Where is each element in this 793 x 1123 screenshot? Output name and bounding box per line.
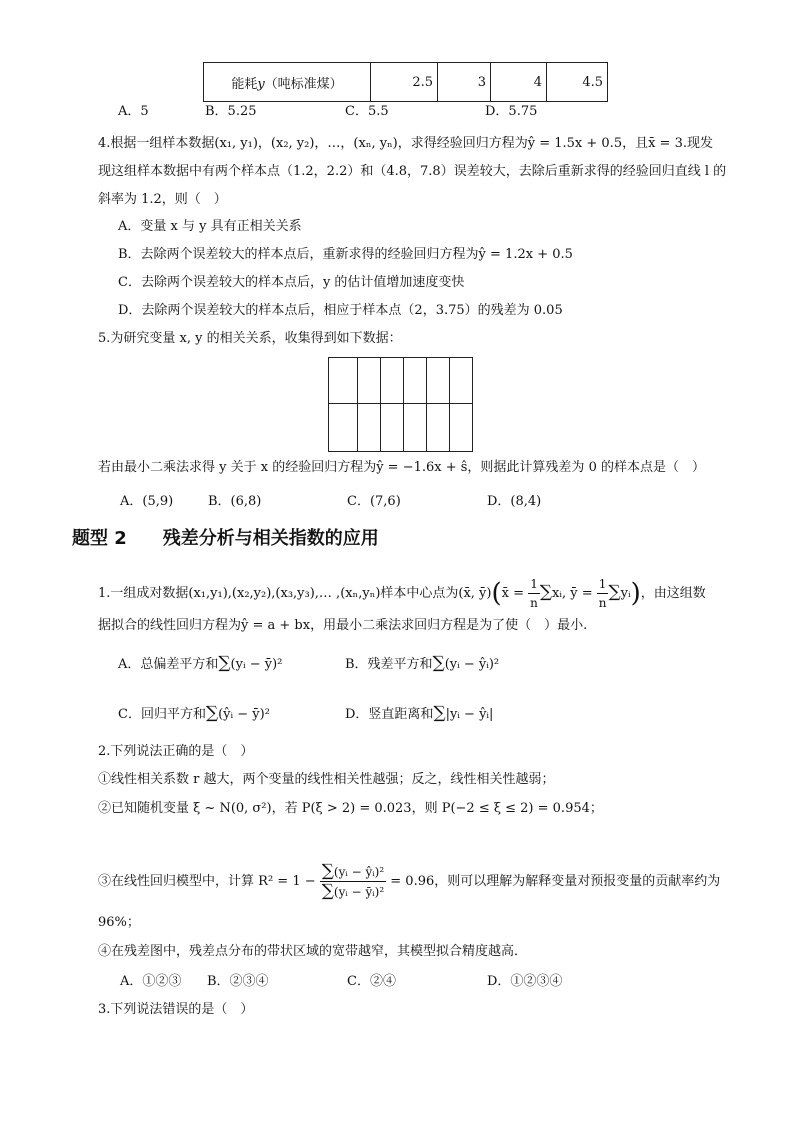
option-a: A．(5,9) <box>120 494 174 509</box>
energy-table <box>203 62 608 102</box>
option-b: B．(6,8) <box>208 494 262 509</box>
option-b-label: B．残差平方和 <box>345 657 433 672</box>
option-d-label: D．竖直距离和 <box>345 707 434 722</box>
question-4-line-2: 现这组样本数据中有两个样本点（1.2，2.2）和（4.8，7.8）误差较大，去除后重新求得的经验回归直线 l 的 <box>98 164 727 179</box>
table-cell <box>329 358 358 404</box>
s2-question-2-stem: 2.下列说法正确的是（ ） <box>98 744 254 759</box>
option-a: A．5 <box>118 104 149 119</box>
table-row <box>329 404 473 452</box>
table-row-label: 能耗𝑦（吨标准煤） <box>204 63 371 102</box>
table-cell: 3 <box>438 63 491 102</box>
table-cell <box>358 358 381 404</box>
option-d: D．(8,4) <box>487 494 542 509</box>
option-a: A．总偏差平方和∑(yᵢ − ȳ)² <box>118 653 283 673</box>
table-cell <box>450 404 473 452</box>
option-b: B．残差平方和∑(yᵢ − ŷᵢ)² <box>345 653 500 673</box>
option-d: D．竖直距离和∑|yᵢ − ŷᵢ| <box>345 703 494 723</box>
table-cell <box>427 404 450 452</box>
s2-question-1-line-1 <box>98 575 706 612</box>
table-cell: 2.5 <box>371 63 438 102</box>
table-cell <box>427 358 450 404</box>
statement-3-text-a: ③在线性回归模型中，计算 <box>98 874 255 889</box>
table-row <box>329 358 473 404</box>
option-c: C．回归平方和∑(ŷᵢ − ȳ)² <box>118 703 270 723</box>
option-c: C．②④ <box>347 974 396 989</box>
s2-q1-text-a: 1.一组成对数据(x₁,y₁),(x₂,y₂),(x₃,y₃),… ,(xₙ,yₙ)样本中心点为(x̄, ȳ) <box>98 586 492 601</box>
table-cell: 4.5 <box>547 63 608 102</box>
statement-3-text-b: = 0.96，则可以理解为解释变量对预报变量的贡献率约为 <box>390 874 721 889</box>
table-cell <box>329 404 358 452</box>
fraction: $\frac{1}{n}$ <box>598 577 607 610</box>
statement-1: ①线性相关系数 r 越大，两个变量的线性相关性越强；反之，线性相关性越弱； <box>98 772 555 787</box>
fraction: $\frac{\text{∑(yᵢ − ŷᵢ)²}}{\text{∑(yᵢ − ȳᵢ)²}}$ <box>321 861 385 901</box>
sum-symbol: ∑ <box>205 703 219 723</box>
r-squared-formula: R² = 1 − $\frac{\text{∑(yᵢ − ŷᵢ)²}}{\text{∑(yᵢ − ȳᵢ)²}}$ <box>258 861 385 901</box>
table-cell <box>404 404 427 452</box>
option-d: D．去除两个误差较大的样本点后，相应于样本点（2，3.75）的残差为 0.05 <box>118 303 563 318</box>
formula-xbar-def: x̄ = $\frac{1}{n}$ ∑xᵢ, ȳ = $\frac{1}{n}$ ∑yᵢ <box>501 577 631 610</box>
option-a: A．变量 x 与 y 具有正相关关系 <box>118 219 302 234</box>
s2-q1-text-b: ，由这组数 <box>640 586 706 601</box>
table-cell <box>358 404 381 452</box>
option-d: D．5.75 <box>485 104 538 119</box>
sum-symbol: ∑ <box>432 653 445 673</box>
table-cell <box>450 358 473 404</box>
table-cell <box>381 358 404 404</box>
statement-2: ②已知随机变量 ξ ~ N(0, σ²)，若 P(ξ > 2) = 0.023，则 P(−2 ≤ ξ ≤ 2) = 0.954； <box>98 801 603 816</box>
table-cell: 4 <box>491 63 547 102</box>
formula-paren: ) <box>630 578 641 609</box>
fraction: $\frac{1}{n}$ <box>530 577 538 610</box>
question-4-line-1: 4.根据一组样本数据(x₁, y₁)，(x₂, y₂)，…，(xₙ, yₙ)，求得经验回归方程为ŷ = 1.5x + 0.5，且x̄ = 3.现发 <box>98 136 713 151</box>
statement-3 <box>98 862 720 901</box>
section-heading: 题型 2 残差分析与相关指数的应用 <box>72 528 379 549</box>
option-d: D．①②③④ <box>487 974 563 989</box>
formula-paren: ( <box>491 578 502 609</box>
option-b: B．5.25 <box>205 104 257 119</box>
table-row <box>204 63 608 102</box>
option-b: B．去除两个误差较大的样本点后，重新求得的经验回归方程为ŷ = 1.2x + 0.5 <box>118 247 573 262</box>
s2-question-3-stem: 3.下列说法错误的是（ ） <box>98 1002 254 1017</box>
table-cell <box>404 358 427 404</box>
option-c: C．(7,6) <box>347 494 401 509</box>
option-c-label: C．回归平方和 <box>118 707 206 722</box>
option-c: C．去除两个误差较大的样本点后，y 的估计值增加速度变快 <box>118 275 465 290</box>
table-cell <box>381 404 404 452</box>
option-a: A．①②③ <box>120 974 182 989</box>
question-5-followup: 若由最小二乘法求得 y 关于 x 的经验回归方程为ŷ = −1.6x + ŝ，则据此计算残差为 0 的样本点是（ ） <box>98 460 705 475</box>
sum-symbol: ∑ <box>433 703 446 723</box>
option-b: B．②③④ <box>207 974 269 989</box>
option-c: C．5.5 <box>345 104 389 119</box>
data-table-empty <box>328 357 473 452</box>
question-5-stem: 5.为研究变量 x, y 的相关关系，收集得到如下数据： <box>98 331 402 346</box>
s2-question-1-line-2: 据拟合的线性回归方程为ŷ = a + bx，用最小二乘法求回归方程是为了使（ ）最小. <box>98 618 588 633</box>
question-4-line-3: 斜率为 1.2，则（ ） <box>98 192 227 207</box>
option-a-label: A．总偏差平方和 <box>118 657 219 672</box>
statement-3-continued: 96%； <box>98 915 140 930</box>
sum-symbol: ∑ <box>218 653 231 673</box>
statement-4: ④在残差图中，残差点分布的带状区域的宽带越窄，其模型拟合精度越高． <box>98 944 528 959</box>
